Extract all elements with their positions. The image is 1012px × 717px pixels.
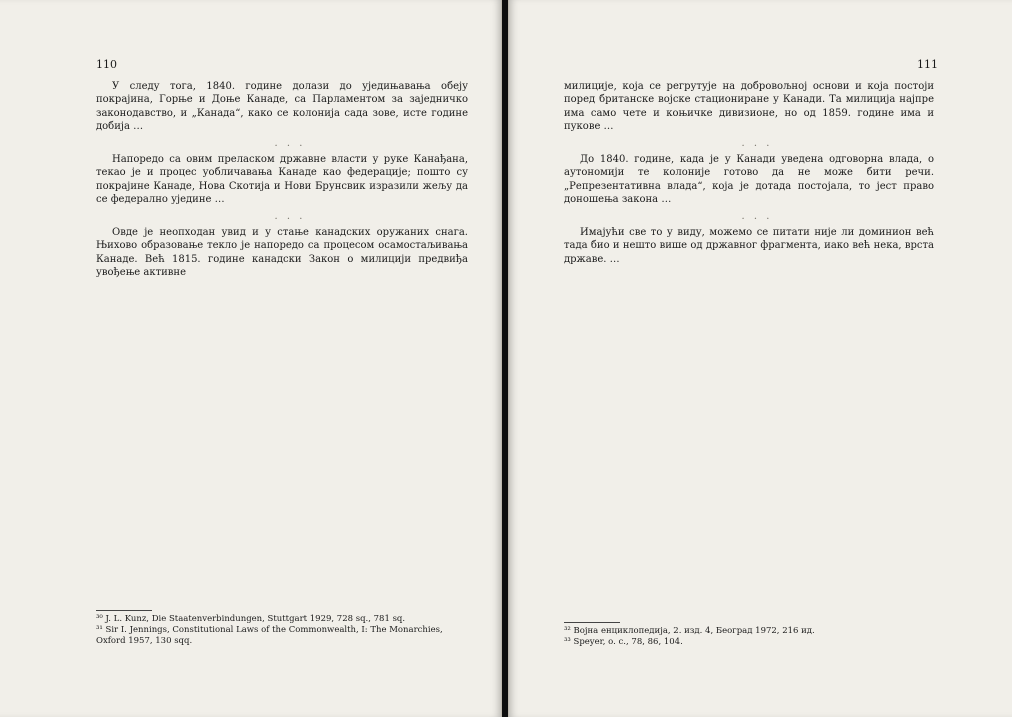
page-number: 110 [96, 58, 117, 71]
footnote-rule [564, 622, 620, 623]
page-number: 111 [917, 58, 938, 71]
paragraph: Имајући све то у виду, можемо се питати није ли доминион већ тада био и нешто више од државног фрагмента, иако већ нека, врста државе. … [564, 227, 934, 265]
paragraph: До 1840. године, када је у Канади уведена одговорна влада, о аутономији те колоније готово да не може бити речи. „Репрезентативна влада“, која је дотада постојала, то јест право доношења закона … [564, 154, 934, 206]
omitted-text-marker: · · · [741, 213, 773, 225]
omitted-text-marker: · · · [274, 140, 306, 152]
paragraph: милиције, која се регрутује на добровољној основи и која постоји поред британске војске стациониране у Канади. Та милиција најпре има само чете и коњичке дивизионе, но од 1859. године има и пукове … [564, 81, 934, 133]
footnote: ³² Војна енциклопедија, 2. изд. 4, Београд 1972, 216 ид. [564, 626, 815, 636]
omitted-text-marker: · · · [274, 213, 306, 225]
footnote: ³¹ Sir I. Jennings, Constitutional Laws of the Commonwealth, I: The Monarchies, Oxford 1957, 130 sqq. [96, 625, 443, 646]
footnotes [96, 610, 468, 647]
footnote-rule [96, 610, 152, 611]
body-text [564, 80, 934, 266]
right-page [508, 0, 1012, 717]
footnotes [564, 622, 934, 648]
paragraph: У следу тога, 1840. године долази до уједињавања обеју покрајина, Горње и Доње Канаде, са Парламентом за заједничко законодавство, и „Канада“, како се колонија сада зове, исте године добија … [96, 81, 468, 133]
body-text [96, 80, 468, 280]
omitted-text-marker: · · · [741, 140, 773, 152]
left-page [0, 0, 502, 717]
paragraph: Овде је неопходан увид и у стање канадских оружаних снага. Њихово образовање текло је напоредо са процесом осамостаљивања Канаде. Већ 1815. године канадски Закон о милицији предвиђа увођење активне [96, 227, 468, 279]
paragraph: Напоредо са овим преласком државне власти у руке Канађана, текао је и процес уобличавања Канаде као федерације; пошто су покрајине Канаде, Нова Скотија и Нови Брунсвик изразили жељу да се федерално уједине … [96, 154, 468, 206]
footnote: ³³ Speyer, o. c., 78, 86, 104. [564, 637, 683, 647]
footnote: ³⁰ J. L. Kunz, Die Staatenverbindungen, Stuttgart 1929, 728 sq., 781 sq. [96, 614, 406, 624]
